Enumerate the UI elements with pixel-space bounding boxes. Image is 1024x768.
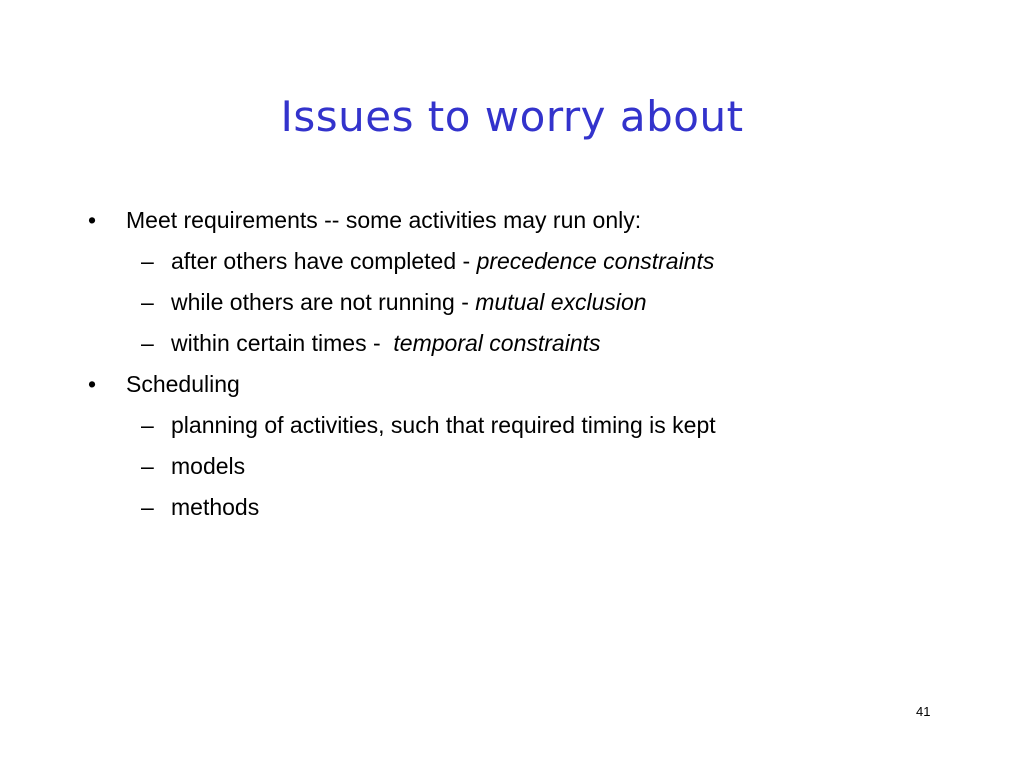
subitem-text: after others have completed - xyxy=(171,248,477,274)
subitem-line xyxy=(171,247,714,275)
slide-title: Issues to worry about xyxy=(280,92,744,141)
dash-marker: – xyxy=(141,330,154,356)
subitem-text: models xyxy=(171,453,246,479)
subitem-line xyxy=(171,288,647,316)
dash-marker: – xyxy=(141,248,154,274)
subitem-line xyxy=(171,329,601,357)
bullet-marker: • xyxy=(88,371,97,397)
subitem-text: while others are not running - xyxy=(171,289,476,315)
subitem-emphasis: temporal constraints xyxy=(393,330,601,356)
dash-marker: – xyxy=(141,494,154,520)
dash-marker: – xyxy=(141,453,154,479)
bullet-text: Meet requirements -- some activities may run only: xyxy=(126,207,642,233)
subitem-emphasis: mutual exclusion xyxy=(475,289,647,315)
dash-marker: – xyxy=(141,412,154,438)
dash-marker: – xyxy=(141,289,154,315)
page-number: 41 xyxy=(916,704,931,719)
subitem-text: within certain times - xyxy=(171,330,394,356)
bullet-marker: • xyxy=(88,207,97,233)
subitem-text: methods xyxy=(171,494,260,520)
subitem-emphasis: precedence constraints xyxy=(476,248,715,274)
bullet-text: Scheduling xyxy=(126,371,240,397)
subitem-text: planning of activities, such that required timing is kept xyxy=(171,412,716,438)
